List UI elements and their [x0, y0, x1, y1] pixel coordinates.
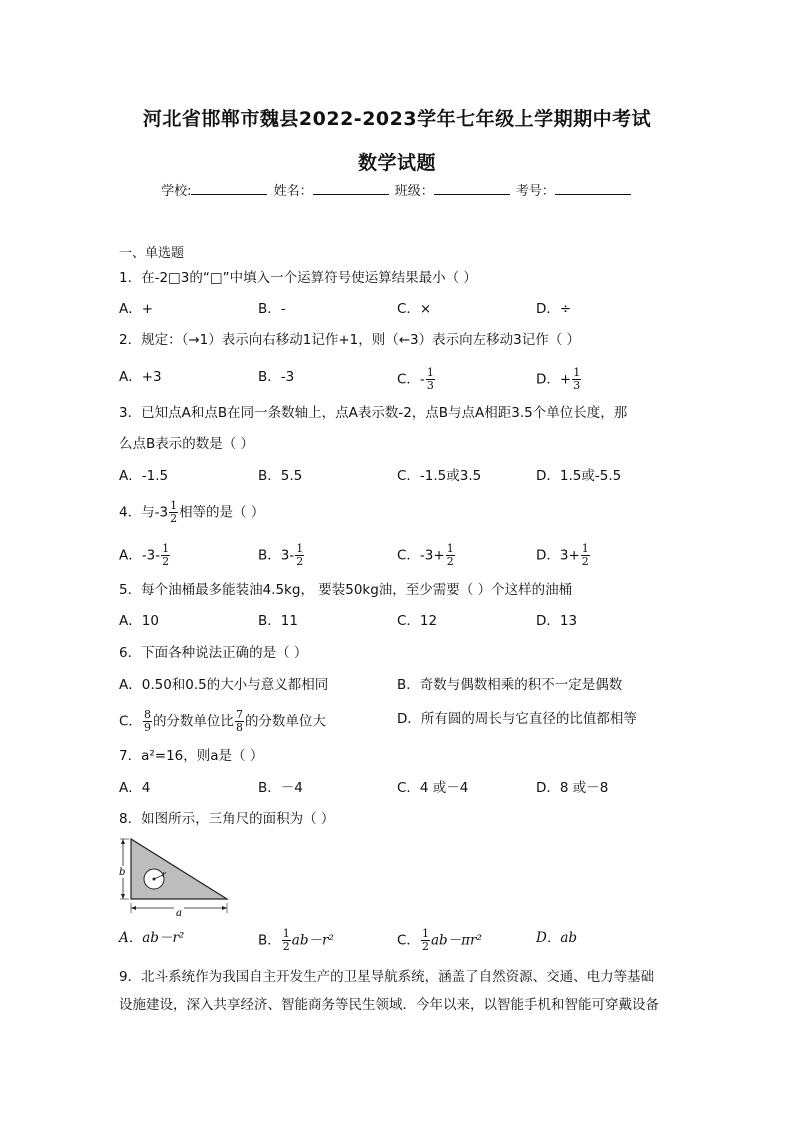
q1-option-b[interactable]: B．- [258, 301, 286, 317]
fraction [161, 543, 170, 568]
arrowhead [121, 894, 125, 899]
q4-option-b-label: B．3- [258, 547, 295, 564]
question-9-stem [119, 963, 681, 1019]
question-4-stem [119, 500, 264, 525]
q2-option-d[interactable] [536, 367, 582, 392]
fraction [235, 709, 244, 734]
question-5-stem: 5．每个油桶最多能装油4.5kg， 要装50kg油，至少需要（ ）个这样的油桶 [119, 582, 573, 598]
class-blank[interactable] [434, 182, 510, 195]
fraction-numerator: 1 [282, 927, 290, 940]
q7-option-a[interactable]: A．4 [119, 780, 151, 796]
q7-option-c[interactable]: C．4 或－4 [397, 780, 469, 796]
fraction-denominator: 3 [426, 379, 434, 392]
q8-option-b-label: B． [258, 932, 281, 949]
fraction-denominator: 3 [573, 379, 581, 392]
question-6-stem: 6．下面各种说法正确的是（ ） [119, 645, 308, 661]
q4-option-a[interactable] [119, 543, 171, 568]
q8-option-d-label: D．ab [536, 930, 578, 946]
fraction-numerator: 1 [421, 927, 429, 940]
q5-option-b[interactable]: B．11 [258, 613, 298, 629]
q8-option-c[interactable] [397, 928, 482, 953]
question-8-stem: 8．如图所示，三角尺的面积为（ ） [119, 811, 335, 827]
q3-option-c[interactable]: C．-1.5或3.5 [397, 468, 482, 484]
fraction-denominator: 2 [282, 940, 290, 953]
q4-option-b[interactable] [258, 543, 305, 568]
triangle-shape [131, 839, 227, 899]
height-label-b: b [119, 867, 126, 878]
q8-option-a-label: A．ab－r² [119, 930, 185, 946]
q6-option-c[interactable] [119, 709, 326, 734]
q1-option-c[interactable]: C．× [397, 301, 432, 317]
name-label: 姓名： [273, 184, 313, 199]
q4-stem-prefix: 4．与-3 [119, 504, 169, 521]
q7-option-d[interactable]: D．8 或－8 [536, 780, 609, 796]
question-9-line1: 9．北斗系统作为我国自主开发生产的卫星导航系统，涵盖了自然资源、交通、电力等基础 [119, 969, 655, 985]
q2-option-b[interactable]: B．-3 [258, 369, 295, 385]
q5-option-d[interactable]: D．13 [536, 613, 578, 629]
q3-option-b[interactable]: B．5.5 [258, 468, 303, 484]
q8-option-c-label: C． [397, 932, 420, 949]
fraction-numerator: 8 [143, 708, 151, 721]
q4-option-c-label: C．-3+ [397, 547, 445, 564]
question-9-line2: 设施建设，深入共享经济、智能商务等民生领域．今年以来，以智能手机和智能可穿戴设备 [119, 997, 659, 1013]
fraction-denominator: 2 [162, 555, 170, 568]
class-label: 班级： [394, 184, 434, 199]
fraction-numerator: 1 [162, 542, 170, 555]
fraction [169, 500, 178, 525]
q6-option-d[interactable]: D．所有圆的周长与它直径的比值都相等 [397, 711, 637, 727]
q8-option-a[interactable] [119, 928, 184, 948]
q4-option-a-label: A．-3- [119, 547, 161, 564]
triangle-ruler-figure [117, 833, 232, 918]
fraction-denominator: 2 [296, 555, 304, 568]
q3-option-a[interactable]: A．-1.5 [119, 468, 169, 484]
fraction [295, 543, 304, 568]
school-label: 学校: [161, 184, 192, 199]
arrowhead [131, 906, 136, 910]
fraction-denominator: 2 [421, 940, 429, 953]
q6-option-c-label: C． [119, 713, 142, 730]
fraction-denominator: 9 [143, 721, 151, 734]
q5-option-c[interactable]: C．12 [397, 613, 438, 629]
q6-option-b[interactable]: B．奇数与偶数相乘的积不一定是偶数 [397, 677, 623, 693]
fraction-numerator: 1 [296, 542, 304, 555]
q2-option-c[interactable] [397, 367, 436, 392]
fraction [143, 709, 152, 734]
q4-option-d[interactable] [536, 543, 591, 568]
q6-option-c-suffix: 的分数单位大 [244, 713, 326, 730]
fraction [421, 928, 430, 953]
q8-option-c-expr: ab－πr² [430, 932, 482, 949]
fraction-numerator: 7 [235, 708, 243, 721]
exam-number-label: 考号： [515, 184, 555, 199]
fraction [426, 367, 435, 392]
fraction-denominator: 2 [446, 555, 454, 568]
q6-option-c-mid: 的分数单位比 [152, 713, 234, 730]
q6-option-a[interactable]: A．0.50和0.5的大小与意义都相同 [119, 677, 329, 693]
question-1-stem: 1．在-2□3的“□”中填入一个运算符号使运算结果最小（ ） [119, 270, 477, 286]
exam-subtitle: 数学试题 [357, 152, 436, 174]
fraction-denominator: 2 [581, 555, 589, 568]
fraction-numerator: 1 [581, 542, 589, 555]
fraction [572, 367, 581, 392]
base-label-a: a [176, 908, 182, 918]
q2-option-c-label: C．- [397, 371, 425, 388]
q1-option-a[interactable]: A．+ [119, 301, 154, 317]
q8-option-d[interactable] [536, 928, 577, 948]
question-7-stem: 7．a²=16，则a是（ ） [119, 748, 264, 764]
fraction-numerator: 1 [170, 499, 178, 512]
fraction [446, 543, 455, 568]
radius-label: r [162, 870, 166, 879]
fraction [282, 928, 291, 953]
question-3-stem-line1: 3．已知点A和点B在同一条数轴上，点A表示数-2，点B与点A相距3.5个单位长度，那 [119, 405, 628, 421]
fraction-numerator: 1 [446, 542, 454, 555]
exam-title: 河北省邯郸市魏县2022-2023学年七年级上学期期中考试 [142, 108, 652, 130]
q8-option-b-expr: ab－r² [291, 932, 334, 949]
fraction-denominator: 2 [170, 512, 178, 525]
q4-stem-suffix: 相等的是（ ） [179, 504, 265, 521]
school-blank[interactable] [191, 182, 267, 195]
fraction-numerator: 1 [426, 366, 434, 379]
fraction-denominator: 8 [235, 721, 243, 734]
q4-option-c[interactable] [397, 543, 456, 568]
arrowhead [222, 906, 227, 910]
q5-option-a[interactable]: A．10 [119, 613, 159, 629]
arrowhead [121, 839, 125, 844]
fraction-numerator: 1 [573, 366, 581, 379]
fraction [581, 543, 590, 568]
q2-option-d-label: D．+ [536, 371, 572, 388]
q8-option-b[interactable] [258, 928, 334, 953]
q4-option-d-label: D．3+ [536, 547, 580, 564]
section-heading: 一、单选题 [119, 246, 185, 261]
question-2-stem: 2．规定：（→1）表示向右移动1记作+1，则（←3）表示向左移动3记作（ ） [119, 332, 581, 348]
question-3-stem-line2: 么点B表示的数是（ ） [119, 436, 255, 452]
q1-option-d[interactable]: D．÷ [536, 301, 572, 317]
q7-option-b[interactable]: B．－4 [258, 780, 303, 796]
exam-number-blank[interactable] [555, 182, 631, 195]
name-blank[interactable] [313, 182, 389, 195]
q3-option-d[interactable]: D．1.5或-5.5 [536, 468, 622, 484]
student-info-row [0, 180, 794, 199]
q2-option-a[interactable]: A．+3 [119, 369, 162, 385]
